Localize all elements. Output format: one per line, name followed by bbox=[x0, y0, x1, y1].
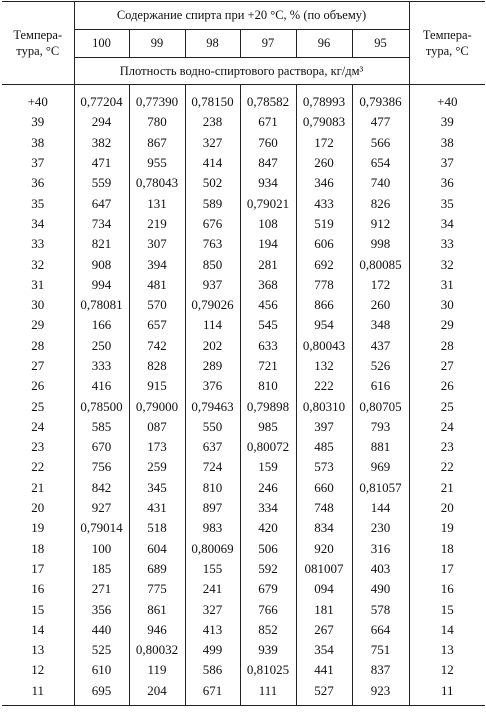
density-cell: 382 bbox=[74, 133, 129, 153]
temperature-cell-left: 27 bbox=[2, 356, 74, 376]
density-cell: 525 bbox=[74, 640, 129, 660]
table-row bbox=[2, 376, 485, 396]
temperature-cell-left: 31 bbox=[2, 275, 74, 295]
temperature-cell-left: 26 bbox=[2, 376, 74, 396]
density-cell: 670 bbox=[74, 437, 129, 457]
density-cell: 592 bbox=[240, 559, 296, 579]
density-cell: 0,80072 bbox=[240, 437, 296, 457]
temperature-cell-left: 35 bbox=[2, 193, 74, 213]
temperature-cell-left: 19 bbox=[2, 518, 74, 538]
temperature-cell-right: 19 bbox=[409, 518, 485, 538]
density-cell: 181 bbox=[296, 599, 352, 619]
density-cell: 934 bbox=[240, 173, 296, 193]
density-cell: 775 bbox=[129, 579, 185, 599]
density-cell: 689 bbox=[129, 559, 185, 579]
temperature-cell-right: 15 bbox=[409, 599, 485, 619]
density-cell: 763 bbox=[185, 234, 240, 254]
density-cell: 471 bbox=[74, 153, 129, 173]
table-row bbox=[2, 133, 485, 153]
density-cell: 204 bbox=[129, 681, 185, 706]
density-cell: 0,79463 bbox=[185, 396, 240, 416]
pct-header-95: 95 bbox=[352, 30, 409, 58]
density-cell: 647 bbox=[74, 193, 129, 213]
density-cell: 721 bbox=[240, 356, 296, 376]
density-cell: 585 bbox=[74, 417, 129, 437]
density-cell: 657 bbox=[129, 315, 185, 335]
density-cell: 586 bbox=[185, 660, 240, 680]
density-cell: 333 bbox=[74, 356, 129, 376]
table-row bbox=[2, 112, 485, 132]
temperature-cell-left: 16 bbox=[2, 579, 74, 599]
density-cell: 671 bbox=[240, 112, 296, 132]
density-cell: 527 bbox=[296, 681, 352, 706]
table-row bbox=[2, 336, 485, 356]
density-cell: 202 bbox=[185, 336, 240, 356]
density-cell: 0,81025 bbox=[240, 660, 296, 680]
density-cell: 834 bbox=[296, 518, 352, 538]
density-cell: 897 bbox=[185, 498, 240, 518]
temperature-cell-left: 25 bbox=[2, 396, 74, 416]
table-row bbox=[2, 498, 485, 518]
density-cell: 376 bbox=[185, 376, 240, 396]
table-row bbox=[2, 478, 485, 498]
density-cell: 155 bbox=[185, 559, 240, 579]
temperature-cell-right: 35 bbox=[409, 193, 485, 213]
density-cell: 550 bbox=[185, 417, 240, 437]
temperature-cell-right: 11 bbox=[409, 681, 485, 706]
density-cell: 756 bbox=[74, 457, 129, 477]
density-cell: 955 bbox=[129, 153, 185, 173]
temperature-header-left bbox=[2, 2, 74, 85]
density-cell: 0,78500 bbox=[74, 396, 129, 416]
density-cell: 0,78150 bbox=[185, 85, 240, 113]
density-cell: 260 bbox=[370, 297, 391, 313]
density-cell: 356 bbox=[74, 599, 129, 619]
density-cell: 246 bbox=[240, 478, 296, 498]
density-cell: 570 bbox=[129, 295, 185, 315]
density-cell: 0,79021 bbox=[240, 193, 296, 213]
table-row bbox=[2, 437, 485, 457]
table-row bbox=[2, 559, 485, 579]
density-cell: 334 bbox=[240, 498, 296, 518]
density-cell: 692 bbox=[296, 254, 352, 274]
density-cell: 259 bbox=[129, 457, 185, 477]
table-row bbox=[2, 518, 485, 538]
temperature-cell-right: 32 bbox=[409, 254, 485, 274]
density-cell: 519 bbox=[296, 214, 352, 234]
temperature-cell-right: 17 bbox=[409, 559, 485, 579]
density-cell: 828 bbox=[129, 356, 185, 376]
density-cell: 348 bbox=[370, 317, 391, 333]
table-row bbox=[2, 457, 485, 477]
temperature-cell-left: 33 bbox=[2, 234, 74, 254]
density-cell: 998 bbox=[370, 236, 391, 252]
table-row bbox=[2, 660, 485, 680]
pct-header-99: 99 bbox=[129, 30, 185, 58]
temperature-cell-right: 14 bbox=[409, 620, 485, 640]
table-row bbox=[2, 315, 485, 335]
density-cell: 327 bbox=[185, 599, 240, 619]
temperature-cell-left: +40 bbox=[2, 85, 74, 113]
density-cell: 250 bbox=[74, 336, 129, 356]
density-table bbox=[2, 1, 485, 706]
temperature-cell-left: 23 bbox=[2, 437, 74, 457]
density-cell: 734 bbox=[74, 214, 129, 234]
temperature-cell-right: 39 bbox=[409, 112, 485, 132]
table-row bbox=[2, 295, 485, 315]
density-cell: 0,79898 bbox=[240, 396, 296, 416]
temperature-cell-left: 14 bbox=[2, 620, 74, 640]
density-cell: 345 bbox=[129, 478, 185, 498]
temperature-cell-right: 18 bbox=[409, 539, 485, 559]
density-cell: 172 bbox=[370, 276, 391, 292]
density-cell: 413 bbox=[185, 620, 240, 640]
temperature-header-right-line1: Темпера- bbox=[422, 28, 472, 42]
density-cell: 852 bbox=[240, 620, 296, 640]
temperature-cell-right: 34 bbox=[409, 214, 485, 234]
temperature-cell-right: +40 bbox=[409, 85, 485, 113]
temperature-header-right-line2: тура, °С bbox=[425, 44, 469, 58]
pct-header-100: 100 bbox=[74, 30, 129, 58]
density-cell: 354 bbox=[296, 640, 352, 660]
density-cell: 346 bbox=[296, 173, 352, 193]
alcohol-content-header: Содержание спирта при +20 °С, % (по объему) bbox=[74, 2, 409, 30]
density-cell: 695 bbox=[74, 681, 129, 706]
density-cell: 545 bbox=[240, 315, 296, 335]
density-cell: 0,80069 bbox=[185, 539, 240, 559]
density-cell: 441 bbox=[296, 660, 352, 680]
density-cell: 0,80085 bbox=[359, 256, 402, 272]
density-cell: 881 bbox=[370, 439, 391, 455]
density-cell: 633 bbox=[240, 336, 296, 356]
density-cell: 793 bbox=[370, 418, 391, 434]
temperature-cell-left: 22 bbox=[2, 457, 74, 477]
density-cell: 194 bbox=[240, 234, 296, 254]
density-cell: 289 bbox=[185, 356, 240, 376]
pct-header-96: 96 bbox=[296, 30, 352, 58]
density-cell: 241 bbox=[185, 579, 240, 599]
temperature-cell-right: 12 bbox=[409, 660, 485, 680]
temperature-cell-left: 29 bbox=[2, 315, 74, 335]
density-cell: 100 bbox=[74, 539, 129, 559]
table-row bbox=[2, 417, 485, 437]
density-cell: 969 bbox=[370, 459, 391, 475]
density-cell: 954 bbox=[296, 315, 352, 335]
density-cell: 0,77390 bbox=[129, 85, 185, 113]
density-cell: 837 bbox=[370, 662, 391, 678]
table-row bbox=[2, 234, 485, 254]
pct-header-98: 98 bbox=[185, 30, 240, 58]
density-cell: 394 bbox=[129, 254, 185, 274]
density-cell: 518 bbox=[129, 518, 185, 538]
density-cell: 751 bbox=[370, 642, 391, 658]
temperature-cell-right: 27 bbox=[409, 356, 485, 376]
temperature-cell-right: 31 bbox=[409, 275, 485, 295]
density-cell: 985 bbox=[240, 417, 296, 437]
temperature-cell-right: 26 bbox=[409, 376, 485, 396]
density-cell: 132 bbox=[296, 356, 352, 376]
temperature-cell-right: 37 bbox=[409, 153, 485, 173]
density-cell: 0,81057 bbox=[359, 479, 402, 495]
density-cell: 414 bbox=[185, 153, 240, 173]
density-cell: 0,80043 bbox=[296, 336, 352, 356]
density-cell: 267 bbox=[296, 620, 352, 640]
table-row bbox=[2, 85, 485, 113]
temperature-cell-right: 16 bbox=[409, 579, 485, 599]
density-cell: 939 bbox=[240, 640, 296, 660]
density-cell: 748 bbox=[296, 498, 352, 518]
temperature-cell-right: 36 bbox=[409, 173, 485, 193]
density-cell: 222 bbox=[296, 376, 352, 396]
temperature-cell-left: 12 bbox=[2, 660, 74, 680]
density-cell: 679 bbox=[240, 579, 296, 599]
temperature-cell-right: 20 bbox=[409, 498, 485, 518]
density-cell: 506 bbox=[240, 539, 296, 559]
density-cell: 927 bbox=[74, 498, 129, 518]
density-cell: 810 bbox=[240, 376, 296, 396]
table-row bbox=[2, 539, 485, 559]
density-cell: 923 bbox=[352, 681, 409, 706]
density-cell: 490 bbox=[370, 581, 391, 597]
temperature-cell-right: 22 bbox=[409, 457, 485, 477]
density-cell: 166 bbox=[74, 315, 129, 335]
density-cell: 260 bbox=[296, 153, 352, 173]
temperature-cell-right: 21 bbox=[409, 478, 485, 498]
temperature-header-left-line2: тура, °С bbox=[16, 44, 60, 58]
density-cell: 485 bbox=[296, 437, 352, 457]
density-cell: 0,78043 bbox=[129, 173, 185, 193]
density-cell: 0,78993 bbox=[296, 85, 352, 113]
density-cell: 368 bbox=[240, 275, 296, 295]
density-cell: 172 bbox=[296, 133, 352, 153]
temperature-cell-left: 13 bbox=[2, 640, 74, 660]
temperature-cell-left: 17 bbox=[2, 559, 74, 579]
density-cell: 671 bbox=[185, 681, 240, 706]
density-cell: 294 bbox=[74, 112, 129, 132]
density-cell: 431 bbox=[129, 498, 185, 518]
density-cell: 397 bbox=[296, 417, 352, 437]
density-cell: 861 bbox=[129, 599, 185, 619]
temperature-cell-right: 28 bbox=[409, 336, 485, 356]
density-cell: 087 bbox=[129, 417, 185, 437]
density-cell: 0,80310 bbox=[296, 396, 352, 416]
density-cell: 0,79386 bbox=[359, 94, 402, 110]
table-row bbox=[2, 579, 485, 599]
pct-header-97: 97 bbox=[240, 30, 296, 58]
density-cell: 316 bbox=[370, 540, 391, 556]
density-cell: 416 bbox=[74, 376, 129, 396]
density-cell: 281 bbox=[240, 254, 296, 274]
temperature-cell-left: 37 bbox=[2, 153, 74, 173]
density-cell: 526 bbox=[370, 358, 391, 373]
table-row bbox=[2, 275, 485, 295]
density-cell: 219 bbox=[129, 214, 185, 234]
density-cell: 456 bbox=[240, 295, 296, 315]
density-cell: 821 bbox=[74, 234, 129, 254]
temperature-cell-left: 20 bbox=[2, 498, 74, 518]
density-cell: 946 bbox=[129, 620, 185, 640]
density-cell: 433 bbox=[296, 193, 352, 213]
temperature-header-right bbox=[409, 2, 485, 85]
density-cell: 0,77204 bbox=[74, 85, 129, 113]
density-cell: 081007 bbox=[296, 559, 352, 579]
density-cell: 108 bbox=[240, 214, 296, 234]
density-cell: 185 bbox=[74, 559, 129, 579]
density-cell: 616 bbox=[370, 378, 391, 394]
density-cell: 0,79083 bbox=[296, 112, 352, 132]
density-cell: 144 bbox=[370, 500, 391, 516]
table-row bbox=[2, 173, 485, 193]
density-cell: 437 bbox=[370, 337, 391, 353]
density-cell: 637 bbox=[185, 437, 240, 457]
density-cell: 850 bbox=[185, 254, 240, 274]
temperature-cell-left: 18 bbox=[2, 539, 74, 559]
temperature-cell-left: 30 bbox=[2, 295, 74, 315]
table-row bbox=[2, 193, 485, 213]
density-cell: 778 bbox=[296, 275, 352, 295]
density-cell: 238 bbox=[185, 112, 240, 132]
temperature-cell-left: 39 bbox=[2, 112, 74, 132]
density-cell: 589 bbox=[185, 193, 240, 213]
density-cell: 477 bbox=[370, 114, 391, 130]
density-cell: 610 bbox=[74, 660, 129, 680]
table-body bbox=[2, 85, 485, 706]
density-cell: 119 bbox=[129, 660, 185, 680]
density-cell: 094 bbox=[296, 579, 352, 599]
density-cell: 420 bbox=[240, 518, 296, 538]
temperature-cell-left: 38 bbox=[2, 133, 74, 153]
density-cell: 502 bbox=[185, 173, 240, 193]
density-cell: 481 bbox=[129, 275, 185, 295]
density-cell: 0,79026 bbox=[185, 295, 240, 315]
density-cell: 912 bbox=[370, 215, 391, 231]
density-cell: 0,78582 bbox=[240, 85, 296, 113]
density-cell: 983 bbox=[185, 518, 240, 538]
density-cell: 760 bbox=[240, 133, 296, 153]
density-cell: 826 bbox=[370, 195, 391, 211]
density-cell: 606 bbox=[296, 234, 352, 254]
density-cell: 915 bbox=[129, 376, 185, 396]
density-cell: 920 bbox=[296, 539, 352, 559]
temperature-cell-left: 11 bbox=[2, 681, 74, 706]
density-cell: 766 bbox=[240, 599, 296, 619]
temperature-cell-left: 32 bbox=[2, 254, 74, 274]
temperature-cell-left: 21 bbox=[2, 478, 74, 498]
table-row bbox=[2, 396, 485, 416]
density-cell: 307 bbox=[129, 234, 185, 254]
temperature-cell-left: 36 bbox=[2, 173, 74, 193]
density-cell: 994 bbox=[74, 275, 129, 295]
density-cell: 403 bbox=[370, 560, 391, 576]
density-cell: 173 bbox=[129, 437, 185, 457]
density-cell: 573 bbox=[296, 457, 352, 477]
table-row bbox=[2, 356, 485, 376]
density-cell: 676 bbox=[185, 214, 240, 234]
temperature-cell-right: 38 bbox=[409, 133, 485, 153]
temperature-cell-right: 13 bbox=[409, 640, 485, 660]
density-cell: 0,78081 bbox=[74, 295, 129, 315]
table-row bbox=[2, 153, 485, 173]
density-cell: 742 bbox=[129, 336, 185, 356]
density-cell: 908 bbox=[74, 254, 129, 274]
density-cell: 230 bbox=[370, 520, 391, 536]
table-row bbox=[2, 620, 485, 640]
density-cell: 559 bbox=[74, 173, 129, 193]
density-cell: 780 bbox=[129, 112, 185, 132]
density-cell: 0,80032 bbox=[129, 640, 185, 660]
density-cell: 740 bbox=[370, 175, 391, 191]
density-cell: 578 bbox=[370, 601, 391, 617]
density-cell: 660 bbox=[296, 478, 352, 498]
temperature-cell-left: 15 bbox=[2, 599, 74, 619]
temperature-cell-left: 28 bbox=[2, 336, 74, 356]
density-cell: 271 bbox=[74, 579, 129, 599]
temperature-cell-right: 30 bbox=[409, 295, 485, 315]
temperature-cell-right: 25 bbox=[409, 396, 485, 416]
temperature-cell-left: 24 bbox=[2, 417, 74, 437]
density-cell: 131 bbox=[129, 193, 185, 213]
density-cell: 664 bbox=[370, 621, 391, 637]
density-cell: 866 bbox=[296, 295, 352, 315]
density-cell: 566 bbox=[370, 134, 391, 150]
density-cell: 0,79000 bbox=[129, 396, 185, 416]
table-row bbox=[2, 599, 485, 619]
density-cell: 499 bbox=[185, 640, 240, 660]
temperature-cell-right: 23 bbox=[409, 437, 485, 457]
density-cell: 0,80705 bbox=[359, 398, 402, 414]
density-cell: 654 bbox=[370, 155, 391, 171]
density-cell: 327 bbox=[185, 133, 240, 153]
density-cell: 867 bbox=[129, 133, 185, 153]
table-row bbox=[2, 681, 485, 706]
table-row bbox=[2, 640, 485, 660]
table-row bbox=[2, 254, 485, 274]
density-cell: 810 bbox=[185, 478, 240, 498]
density-cell: 724 bbox=[185, 457, 240, 477]
temperature-cell-right: 24 bbox=[409, 417, 485, 437]
temperature-header-left-line1: Темпера- bbox=[13, 28, 63, 42]
density-cell: 937 bbox=[185, 275, 240, 295]
density-cell: 847 bbox=[240, 153, 296, 173]
density-cell: 440 bbox=[74, 620, 129, 640]
temperature-cell-right: 29 bbox=[409, 315, 485, 335]
density-cell: 842 bbox=[74, 478, 129, 498]
density-cell: 114 bbox=[185, 315, 240, 335]
density-header: Плотность водно-спиртового раствора, кг/дм³ bbox=[74, 58, 409, 85]
temperature-cell-left: 34 bbox=[2, 214, 74, 234]
table-row bbox=[2, 214, 485, 234]
density-cell: 0,79014 bbox=[74, 518, 129, 538]
density-cell: 159 bbox=[240, 457, 296, 477]
density-cell: 604 bbox=[129, 539, 185, 559]
density-cell: 111 bbox=[240, 681, 296, 706]
temperature-cell-right: 33 bbox=[409, 234, 485, 254]
